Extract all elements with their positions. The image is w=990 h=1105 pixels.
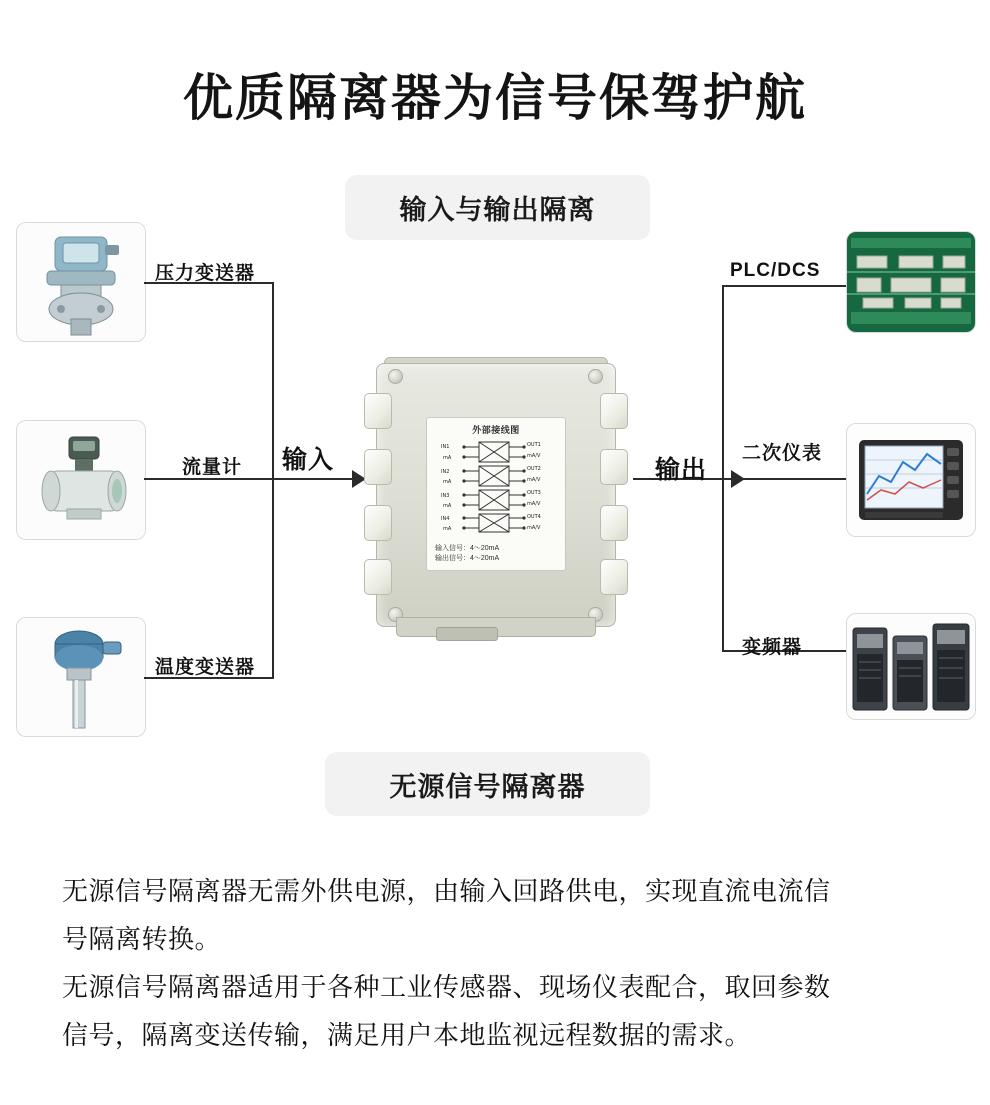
label-plc-dcs: PLC/DCS xyxy=(730,260,821,281)
device-din-clip xyxy=(436,627,498,641)
device-fin-right-2 xyxy=(600,449,628,485)
device-wiring-plate xyxy=(426,417,566,571)
svg-text:mA: mA xyxy=(443,479,452,485)
svg-text:OUT1: OUT1 xyxy=(527,442,541,448)
inverter-photo xyxy=(846,613,976,720)
description-text xyxy=(62,868,942,1060)
temperature-transmitter-photo xyxy=(16,617,146,737)
description-line-2: 号隔离转换。 xyxy=(62,924,222,954)
connector-line-recorder xyxy=(722,478,846,480)
device-screw-top-left xyxy=(388,369,403,384)
signal-isolator-device xyxy=(362,355,627,645)
svg-text:IN2: IN2 xyxy=(441,469,450,475)
svg-text:mA/V: mA/V xyxy=(527,453,541,459)
svg-text:OUT4: OUT4 xyxy=(527,514,541,520)
plate-title: 外部接线图 xyxy=(472,425,520,435)
svg-text:IN4: IN4 xyxy=(441,516,450,522)
label-input: 输入 xyxy=(282,446,335,474)
label-temperature-transmitter: 温度变送器 xyxy=(155,657,256,678)
svg-text:mA: mA xyxy=(443,455,452,461)
device-fin-right-3 xyxy=(600,505,628,541)
paperless-recorder-photo xyxy=(846,423,976,537)
label-secondary-instrument: 二次仪表 xyxy=(742,443,823,464)
device-fin-left-4 xyxy=(364,559,392,595)
label-flow-meter: 流量计 xyxy=(182,457,243,478)
device-fin-left-3 xyxy=(364,505,392,541)
svg-text:OUT3: OUT3 xyxy=(527,490,541,496)
connector-line-plc xyxy=(722,285,846,287)
svg-text:OUT2: OUT2 xyxy=(527,466,541,472)
isolation-banner-top: 输入与输出隔离 xyxy=(345,175,650,240)
svg-text:mA/V: mA/V xyxy=(527,477,541,483)
device-fin-left-2 xyxy=(364,449,392,485)
svg-text:mA: mA xyxy=(443,503,452,509)
input-arrow-line xyxy=(272,478,354,480)
input-bus-line xyxy=(272,282,274,679)
description-line-1: 无源信号隔离器无需外供电源，由输入回路供电，实现直流电流信 xyxy=(62,876,831,906)
svg-text:IN3: IN3 xyxy=(441,493,450,499)
output-bus-line xyxy=(722,285,724,650)
svg-text:IN1: IN1 xyxy=(441,444,450,450)
page-title: 优质隔离器为信号保驾护航 xyxy=(183,70,807,126)
label-pressure-transmitter: 压力变送器 xyxy=(155,263,256,284)
svg-text:mA/V: mA/V xyxy=(527,525,541,531)
label-inverter: 变频器 xyxy=(742,637,803,658)
device-screw-top-right xyxy=(588,369,603,384)
plate-footnotes xyxy=(435,544,499,564)
pressure-transmitter-photo xyxy=(16,222,146,342)
device-fin-left-1 xyxy=(364,393,392,429)
flow-meter-photo xyxy=(16,420,146,540)
device-fin-right-4 xyxy=(600,559,628,595)
svg-text:mA: mA xyxy=(443,526,452,532)
label-output: 输出 xyxy=(655,456,708,484)
description-line-4: 信号，隔离变送传输，满足用户本地监视远程数据的需求。 xyxy=(62,1020,752,1050)
svg-text:mA/V: mA/V xyxy=(527,501,541,507)
device-fin-right-1 xyxy=(600,393,628,429)
plate-wiring-diagram xyxy=(435,438,557,536)
plate-footnote-input: 输入信号：4～20mA xyxy=(435,545,500,552)
plate-footnote-output: 输出信号：4～20mA xyxy=(435,555,500,562)
description-line-3: 无源信号隔离器适用于各种工业传感器、现场仪表配合，取回参数 xyxy=(62,972,831,1002)
plc-dcs-board-photo xyxy=(846,231,976,333)
isolation-banner-bottom: 无源信号隔离器 xyxy=(325,752,650,816)
